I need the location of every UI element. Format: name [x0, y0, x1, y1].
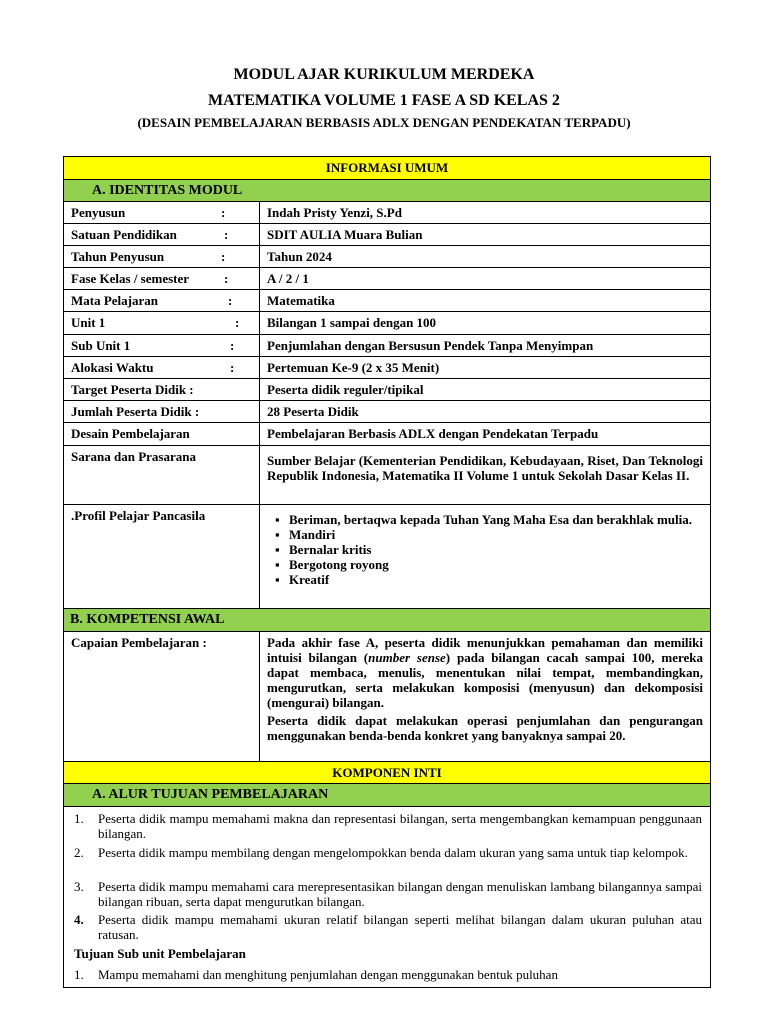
document-subtitle: MATEMATIKA VOLUME 1 FASE A SD KELAS 2 — [208, 92, 560, 109]
identitas-modul-header: A. IDENTITAS MODUL — [64, 180, 710, 202]
row-label: Fase Kelas / semester : — [71, 271, 229, 286]
row-value: 28 Peserta Didik — [267, 404, 359, 419]
profil-list — [260, 505, 710, 590]
row-label: Mata Pelajaran : — [71, 293, 233, 308]
alur-item-3: 3. Peserta didik mampu memahami cara merepresentasikan bilangan dengan menuliskan lambang bilangannya sampai bilangan ribuan, serta dapat mengurutkan bilangan. — [74, 879, 702, 909]
row-value: Indah Pristy Yenzi, S.Pd — [267, 205, 402, 220]
capaian-paragraph-1: Pada akhir fase A, peserta didik menunjukkan pemahaman dan memiliki intuisi bilangan (number sense) pada bilangan cacah sampai 100, mereka dapat membaca, menulis, menentukan nilai tempat, membandingkan, mengurutkan, serta melakukan komposisi (menyusun) dan dekomposisi (mengurai) bilangan. — [267, 635, 703, 710]
table-row — [64, 357, 710, 379]
row-label: Desain Pembelajaran — [71, 426, 190, 441]
row-label: Unit 1 : — [71, 315, 240, 330]
alur-item-1: 1. Peserta didik mampu memahami makna dan representasi bilangan, serta mengembangkan kemampuan penggunaan bilangan. — [74, 811, 702, 841]
table-row — [64, 202, 710, 224]
list-item: ▪ Bernalar kritis — [267, 542, 703, 557]
capaian-label: Capaian Pembelajaran : — [64, 632, 260, 761]
table-row — [64, 246, 710, 268]
table-row — [64, 312, 710, 335]
table-row — [64, 224, 710, 246]
row-label: Sub Unit 1 : — [71, 338, 235, 353]
row-value: Peserta didik reguler/tipikal — [267, 382, 424, 397]
row-value: Tahun 2024 — [267, 249, 332, 264]
table-row — [64, 423, 710, 446]
table-row — [64, 335, 710, 357]
tujuan-sub-unit-title: Tujuan Sub unit Pembelajaran — [74, 946, 246, 961]
table-row — [64, 379, 710, 401]
alur-item-4: 4. Peserta didik mampu memahami ukuran relatif bilangan seperti melihat bilangan dalam ukuran puluhan atau ratusan. — [74, 912, 702, 942]
row-label: Tahun Penyusun : — [71, 249, 226, 264]
list-item: ▪ Mandiri — [267, 527, 703, 542]
table-row-profil — [64, 505, 710, 609]
row-value: Pembelajaran Berbasis ADLX dengan Pendekatan Terpadu — [267, 426, 599, 441]
table-row-sarana — [64, 446, 710, 505]
capaian-value — [260, 632, 710, 746]
table-row — [64, 290, 710, 312]
row-label: Satuan Pendidikan : — [71, 227, 229, 242]
row-value: Penjumlahan dengan Bersusun Pendek Tanpa Menyimpan — [267, 338, 594, 353]
profil-label: .Profil Pelajar Pancasila — [64, 505, 260, 608]
alur-tujuan-header: A. ALUR TUJUAN PEMBELAJARAN — [64, 784, 710, 807]
table-row-capaian — [64, 632, 710, 762]
document-design-note: (DESAIN PEMBELAJARAN BERBASIS ADLX DENGAN PENDEKATAN TERPADU) — [137, 115, 631, 130]
row-value: Pertemuan Ke-9 (2 x 35 Menit) — [267, 360, 440, 375]
tujuan-sub-item-1: 1. Mampu memahami dan menghitung penjumlahan dengan menggunakan bentuk puluhan — [74, 967, 558, 982]
row-value: Matematika — [267, 293, 335, 308]
document-title: MODUL AJAR KURIKULUM MERDEKA — [233, 66, 535, 83]
informasi-umum-header: INFORMASI UMUM — [64, 157, 710, 180]
alur-item-2: 2. Peserta didik mampu membilang dengan mengelompokkan benda dalam ukuran yang sama untuk tiap kelompok. — [74, 845, 688, 860]
sarana-value: Sumber Belajar (Kementerian Pendidikan, Kebudayaan, Riset, Dan Teknologi Republik Indonesia, Matematika II Volume 1 untuk Sekolah Dasar Kelas II. — [267, 453, 703, 483]
capaian-paragraph-2: Peserta didik dapat melakukan operasi penjumlahan dan pengurangan menggunakan benda-benda konkret yang banyaknya sampai 20. — [267, 713, 703, 743]
table-row — [64, 401, 710, 423]
row-label: Jumlah Peserta Didik : — [71, 404, 200, 419]
row-value: A / 2 / 1 — [267, 271, 309, 286]
sarana-label: Sarana dan Prasarana — [64, 446, 260, 504]
table-row — [64, 268, 710, 290]
komponen-inti-header: KOMPONEN INTI — [64, 762, 710, 784]
row-value: Bilangan 1 sampai dengan 100 — [267, 315, 437, 330]
module-table — [63, 156, 711, 988]
row-label: Target Peserta Didik : — [71, 382, 194, 397]
row-label: Penyusun : — [71, 205, 226, 220]
kompetensi-awal-header: B. KOMPETENSI AWAL — [64, 609, 710, 632]
list-item: ▪ Beriman, bertaqwa kepada Tuhan Yang Maha Esa dan berakhlak mulia. — [267, 512, 703, 527]
row-label: Alokasi Waktu : — [71, 360, 235, 375]
row-value: SDIT AULIA Muara Bulian — [267, 227, 423, 242]
list-item: ▪ Kreatif — [267, 572, 703, 587]
list-item: ▪ Bergotong royong — [267, 557, 703, 572]
